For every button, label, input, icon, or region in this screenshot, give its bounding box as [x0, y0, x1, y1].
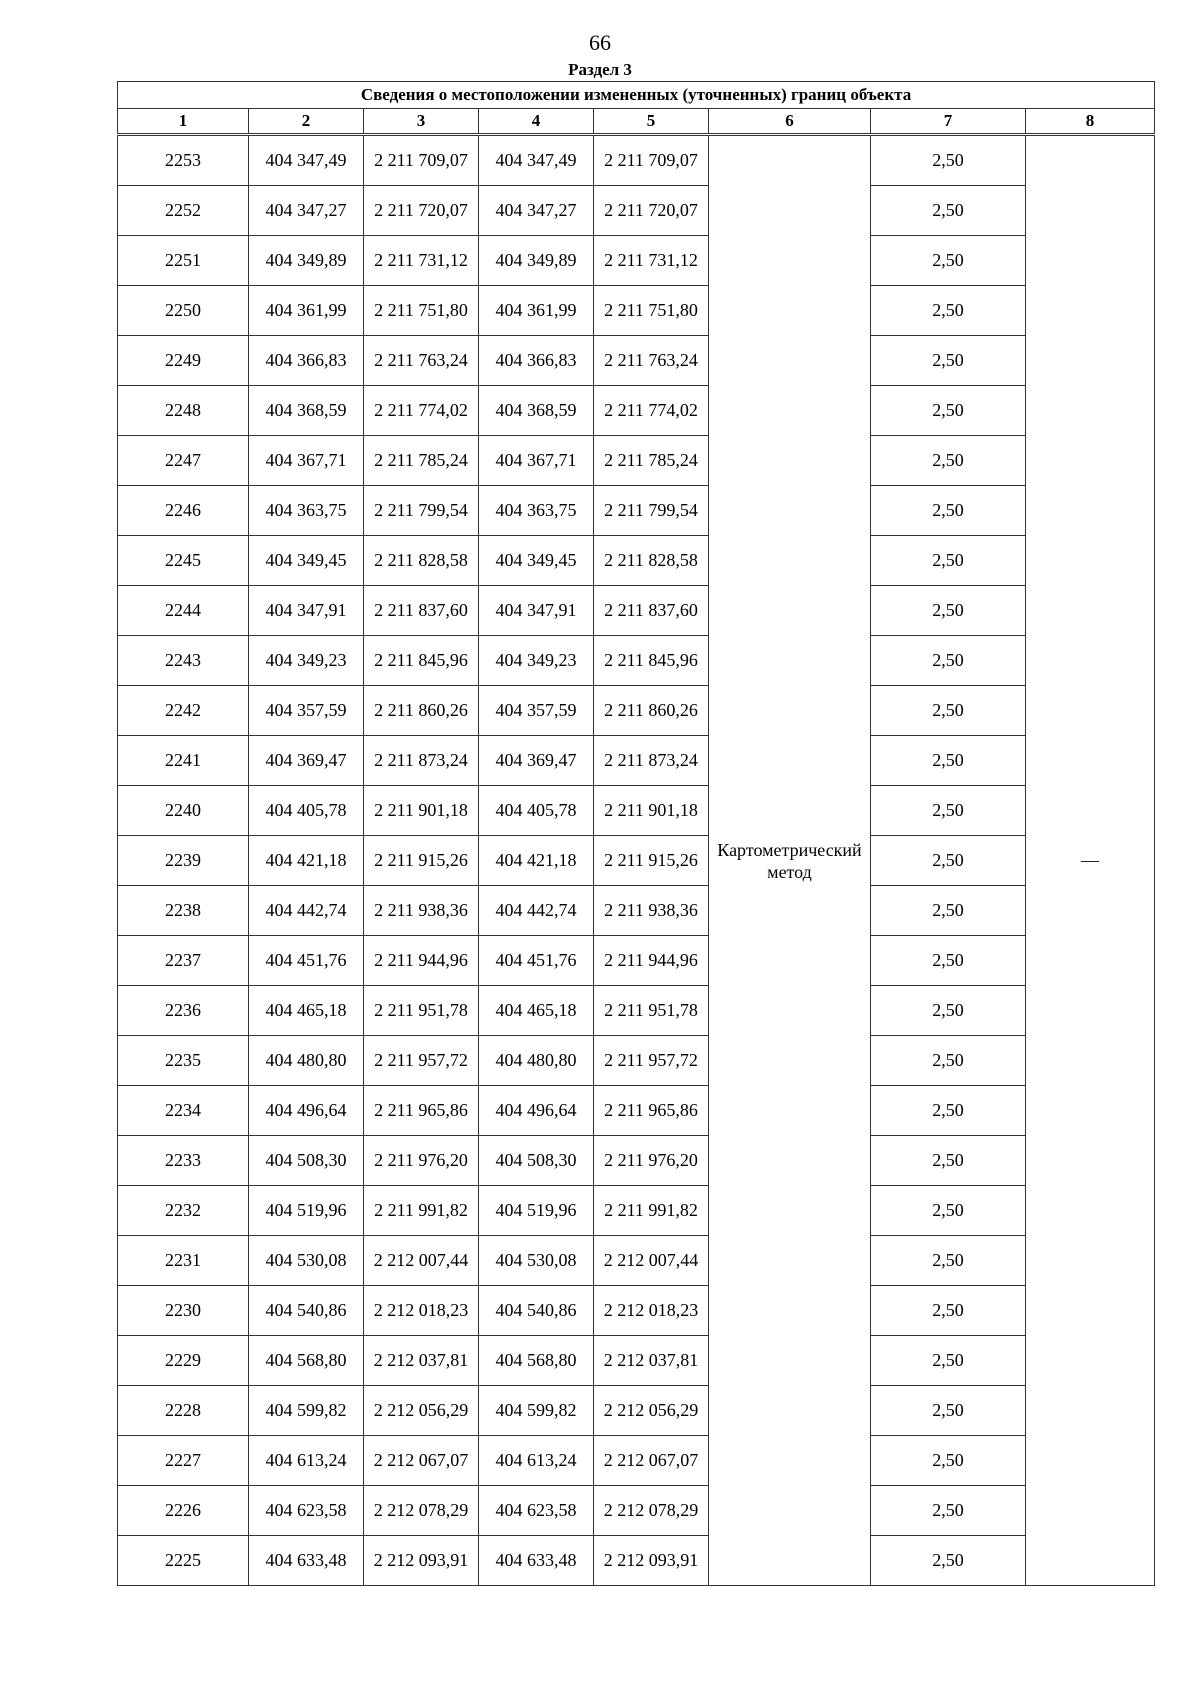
- table-row: [118, 386, 1155, 436]
- point-number-cell: 2228: [118, 1386, 249, 1436]
- column-number-2: 2: [249, 109, 364, 135]
- y-updated-cell: 2 211 837,60: [594, 586, 709, 636]
- x-updated-cell: 404 480,80: [479, 1036, 594, 1086]
- y-existing-cell: 2 212 018,23: [364, 1286, 479, 1336]
- y-updated-cell: 2 211 751,80: [594, 286, 709, 336]
- table-row: [118, 836, 1155, 886]
- x-updated-cell: 404 369,47: [479, 736, 594, 786]
- y-updated-cell: 2 211 709,07: [594, 135, 709, 186]
- y-updated-cell: 2 211 938,36: [594, 886, 709, 936]
- accuracy-cell: 2,50: [871, 1236, 1026, 1286]
- accuracy-cell: 2,50: [871, 1336, 1026, 1386]
- y-existing-cell: 2 211 957,72: [364, 1036, 479, 1086]
- y-existing-cell: 2 211 774,02: [364, 386, 479, 436]
- point-number-cell: 2247: [118, 436, 249, 486]
- accuracy-cell: 2,50: [871, 186, 1026, 236]
- table-row: [118, 886, 1155, 936]
- x-existing-cell: 404 480,80: [249, 1036, 364, 1086]
- y-existing-cell: 2 211 860,26: [364, 686, 479, 736]
- table-row: [118, 536, 1155, 586]
- y-existing-cell: 2 211 731,12: [364, 236, 479, 286]
- accuracy-cell: 2,50: [871, 1536, 1026, 1586]
- x-existing-cell: 404 613,24: [249, 1436, 364, 1486]
- accuracy-cell: 2,50: [871, 986, 1026, 1036]
- table-row: [118, 736, 1155, 786]
- y-existing-cell: 2 211 965,86: [364, 1086, 479, 1136]
- page-number: 66: [589, 30, 611, 55]
- x-existing-cell: 404 530,08: [249, 1236, 364, 1286]
- x-updated-cell: 404 361,99: [479, 286, 594, 336]
- point-number-cell: 2243: [118, 636, 249, 686]
- x-existing-cell: 404 568,80: [249, 1336, 364, 1386]
- x-existing-cell: 404 496,64: [249, 1086, 364, 1136]
- x-updated-cell: 404 633,48: [479, 1536, 594, 1586]
- point-number-cell: 2240: [118, 786, 249, 836]
- y-existing-cell: 2 211 709,07: [364, 135, 479, 186]
- column8-cell: —: [1026, 135, 1155, 1586]
- table-row: [118, 1036, 1155, 1086]
- table-row: [118, 1386, 1155, 1436]
- accuracy-cell: 2,50: [871, 1286, 1026, 1336]
- accuracy-cell: 2,50: [871, 386, 1026, 436]
- point-number-cell: 2242: [118, 686, 249, 736]
- x-updated-cell: 404 349,45: [479, 536, 594, 586]
- point-number-cell: 2229: [118, 1336, 249, 1386]
- point-number-cell: 2239: [118, 836, 249, 886]
- x-existing-cell: 404 369,47: [249, 736, 364, 786]
- x-updated-cell: 404 508,30: [479, 1136, 594, 1186]
- x-existing-cell: 404 366,83: [249, 336, 364, 386]
- x-updated-cell: 404 349,23: [479, 636, 594, 686]
- y-existing-cell: 2 212 067,07: [364, 1436, 479, 1486]
- y-updated-cell: 2 211 731,12: [594, 236, 709, 286]
- y-existing-cell: 2 211 751,80: [364, 286, 479, 336]
- x-existing-cell: 404 357,59: [249, 686, 364, 736]
- x-updated-cell: 404 530,08: [479, 1236, 594, 1286]
- table-row: [118, 486, 1155, 536]
- table-row: [118, 586, 1155, 636]
- x-updated-cell: 404 442,74: [479, 886, 594, 936]
- y-updated-cell: 2 211 873,24: [594, 736, 709, 786]
- table-row: [118, 135, 1155, 186]
- x-existing-cell: 404 442,74: [249, 886, 364, 936]
- point-number-cell: 2252: [118, 186, 249, 236]
- y-existing-cell: 2 211 901,18: [364, 786, 479, 836]
- accuracy-cell: 2,50: [871, 135, 1026, 186]
- point-number-cell: 2250: [118, 286, 249, 336]
- x-updated-cell: 404 568,80: [479, 1336, 594, 1386]
- x-updated-cell: 404 368,59: [479, 386, 594, 436]
- accuracy-cell: 2,50: [871, 236, 1026, 286]
- x-updated-cell: 404 623,58: [479, 1486, 594, 1536]
- x-updated-cell: 404 465,18: [479, 986, 594, 1036]
- point-number-cell: 2251: [118, 236, 249, 286]
- table-row: [118, 436, 1155, 486]
- y-updated-cell: 2 212 018,23: [594, 1286, 709, 1336]
- accuracy-cell: 2,50: [871, 486, 1026, 536]
- y-existing-cell: 2 211 799,54: [364, 486, 479, 536]
- x-existing-cell: 404 367,71: [249, 436, 364, 486]
- x-existing-cell: 404 623,58: [249, 1486, 364, 1536]
- y-updated-cell: 2 211 828,58: [594, 536, 709, 586]
- y-existing-cell: 2 211 720,07: [364, 186, 479, 236]
- y-updated-cell: 2 212 078,29: [594, 1486, 709, 1536]
- x-updated-cell: 404 421,18: [479, 836, 594, 886]
- x-updated-cell: 404 540,86: [479, 1286, 594, 1336]
- y-updated-cell: 2 212 007,44: [594, 1236, 709, 1286]
- table-row: [118, 1486, 1155, 1536]
- x-existing-cell: 404 361,99: [249, 286, 364, 336]
- accuracy-cell: 2,50: [871, 336, 1026, 386]
- point-number-cell: 2238: [118, 886, 249, 936]
- y-updated-cell: 2 211 774,02: [594, 386, 709, 436]
- x-existing-cell: 404 368,59: [249, 386, 364, 436]
- column-number-1: 1: [118, 109, 249, 135]
- y-updated-cell: 2 211 991,82: [594, 1186, 709, 1236]
- y-existing-cell: 2 211 944,96: [364, 936, 479, 986]
- y-existing-cell: 2 211 915,26: [364, 836, 479, 886]
- y-existing-cell: 2 211 837,60: [364, 586, 479, 636]
- point-number-cell: 2234: [118, 1086, 249, 1136]
- y-existing-cell: 2 211 785,24: [364, 436, 479, 486]
- y-existing-cell: 2 212 093,91: [364, 1536, 479, 1586]
- y-existing-cell: 2 212 037,81: [364, 1336, 479, 1386]
- y-existing-cell: 2 211 991,82: [364, 1186, 479, 1236]
- y-updated-cell: 2 211 785,24: [594, 436, 709, 486]
- accuracy-cell: 2,50: [871, 286, 1026, 336]
- accuracy-cell: 2,50: [871, 786, 1026, 836]
- table-row: [118, 986, 1155, 1036]
- x-updated-cell: 404 347,49: [479, 135, 594, 186]
- column-number-8: 8: [1026, 109, 1155, 135]
- x-updated-cell: 404 366,83: [479, 336, 594, 386]
- table-row: [118, 1236, 1155, 1286]
- y-updated-cell: 2 211 720,07: [594, 186, 709, 236]
- x-updated-cell: 404 367,71: [479, 436, 594, 486]
- accuracy-cell: 2,50: [871, 536, 1026, 586]
- accuracy-cell: 2,50: [871, 436, 1026, 486]
- y-updated-cell: 2 211 901,18: [594, 786, 709, 836]
- accuracy-cell: 2,50: [871, 686, 1026, 736]
- point-number-cell: 2227: [118, 1436, 249, 1486]
- y-existing-cell: 2 211 763,24: [364, 336, 479, 386]
- table-body: [118, 135, 1155, 1586]
- x-updated-cell: 404 349,89: [479, 236, 594, 286]
- accuracy-cell: 2,50: [871, 836, 1026, 886]
- column-number-7: 7: [871, 109, 1026, 135]
- table-row: [118, 336, 1155, 386]
- y-updated-cell: 2 211 957,72: [594, 1036, 709, 1086]
- y-updated-cell: 2 212 037,81: [594, 1336, 709, 1386]
- x-existing-cell: 404 508,30: [249, 1136, 364, 1186]
- y-updated-cell: 2 211 860,26: [594, 686, 709, 736]
- point-number-cell: 2237: [118, 936, 249, 986]
- accuracy-cell: 2,50: [871, 936, 1026, 986]
- y-existing-cell: 2 211 845,96: [364, 636, 479, 686]
- x-updated-cell: 404 347,91: [479, 586, 594, 636]
- point-number-cell: 2245: [118, 536, 249, 586]
- y-updated-cell: 2 211 944,96: [594, 936, 709, 986]
- y-updated-cell: 2 212 056,29: [594, 1386, 709, 1436]
- x-updated-cell: 404 613,24: [479, 1436, 594, 1486]
- point-number-cell: 2231: [118, 1236, 249, 1286]
- point-number-cell: 2233: [118, 1136, 249, 1186]
- section-title: Раздел 3: [568, 60, 632, 79]
- x-existing-cell: 404 349,89: [249, 236, 364, 286]
- x-updated-cell: 404 496,64: [479, 1086, 594, 1136]
- y-existing-cell: 2 212 056,29: [364, 1386, 479, 1436]
- point-number-cell: 2232: [118, 1186, 249, 1236]
- table-row: [118, 1286, 1155, 1336]
- column-number-5: 5: [594, 109, 709, 135]
- table-row: [118, 1336, 1155, 1386]
- table-row: [118, 286, 1155, 336]
- column-number-3: 3: [364, 109, 479, 135]
- accuracy-cell: 2,50: [871, 1486, 1026, 1536]
- accuracy-cell: 2,50: [871, 1186, 1026, 1236]
- y-updated-cell: 2 212 093,91: [594, 1536, 709, 1586]
- x-existing-cell: 404 599,82: [249, 1386, 364, 1436]
- table-row: [118, 686, 1155, 736]
- y-existing-cell: 2 211 951,78: [364, 986, 479, 1036]
- x-existing-cell: 404 347,27: [249, 186, 364, 236]
- point-number-cell: 2241: [118, 736, 249, 786]
- x-updated-cell: 404 347,27: [479, 186, 594, 236]
- point-number-cell: 2230: [118, 1286, 249, 1336]
- x-updated-cell: 404 451,76: [479, 936, 594, 986]
- point-number-cell: 2249: [118, 336, 249, 386]
- column-number-4: 4: [479, 109, 594, 135]
- y-updated-cell: 2 212 067,07: [594, 1436, 709, 1486]
- accuracy-cell: 2,50: [871, 1086, 1026, 1136]
- x-existing-cell: 404 633,48: [249, 1536, 364, 1586]
- y-existing-cell: 2 212 078,29: [364, 1486, 479, 1536]
- y-existing-cell: 2 211 976,20: [364, 1136, 479, 1186]
- point-number-cell: 2248: [118, 386, 249, 436]
- table-row: [118, 1436, 1155, 1486]
- y-updated-cell: 2 211 799,54: [594, 486, 709, 536]
- x-updated-cell: 404 363,75: [479, 486, 594, 536]
- x-existing-cell: 404 349,23: [249, 636, 364, 686]
- y-updated-cell: 2 211 845,96: [594, 636, 709, 686]
- y-updated-cell: 2 211 976,20: [594, 1136, 709, 1186]
- point-number-cell: 2253: [118, 135, 249, 186]
- y-updated-cell: 2 211 965,86: [594, 1086, 709, 1136]
- accuracy-cell: 2,50: [871, 1136, 1026, 1186]
- x-existing-cell: 404 519,96: [249, 1186, 364, 1236]
- y-updated-cell: 2 211 763,24: [594, 336, 709, 386]
- x-existing-cell: 404 405,78: [249, 786, 364, 836]
- y-existing-cell: 2 211 828,58: [364, 536, 479, 586]
- point-number-cell: 2246: [118, 486, 249, 536]
- y-existing-cell: 2 211 873,24: [364, 736, 479, 786]
- x-existing-cell: 404 363,75: [249, 486, 364, 536]
- point-number-cell: 2236: [118, 986, 249, 1036]
- x-existing-cell: 404 540,86: [249, 1286, 364, 1336]
- point-number-cell: 2225: [118, 1536, 249, 1586]
- table-row: [118, 1136, 1155, 1186]
- accuracy-cell: 2,50: [871, 1436, 1026, 1486]
- point-number-cell: 2235: [118, 1036, 249, 1086]
- x-existing-cell: 404 349,45: [249, 536, 364, 586]
- x-updated-cell: 404 519,96: [479, 1186, 594, 1236]
- table-row: [118, 936, 1155, 986]
- boundary-coordinates-table: [117, 81, 1155, 1586]
- table-row: [118, 186, 1155, 236]
- accuracy-cell: 2,50: [871, 886, 1026, 936]
- method-cell: Картометрический метод: [709, 135, 871, 1586]
- accuracy-cell: 2,50: [871, 586, 1026, 636]
- column-number-6: 6: [709, 109, 871, 135]
- accuracy-cell: 2,50: [871, 636, 1026, 686]
- point-number-cell: 2244: [118, 586, 249, 636]
- accuracy-cell: 2,50: [871, 1386, 1026, 1436]
- y-updated-cell: 2 211 915,26: [594, 836, 709, 886]
- y-existing-cell: 2 211 938,36: [364, 886, 479, 936]
- table-row: [118, 236, 1155, 286]
- x-existing-cell: 404 347,91: [249, 586, 364, 636]
- table-row: [118, 786, 1155, 836]
- x-existing-cell: 404 421,18: [249, 836, 364, 886]
- table-row: [118, 1186, 1155, 1236]
- table-row: [118, 1536, 1155, 1586]
- x-updated-cell: 404 405,78: [479, 786, 594, 836]
- table-row: [118, 636, 1155, 686]
- y-updated-cell: 2 211 951,78: [594, 986, 709, 1036]
- x-existing-cell: 404 451,76: [249, 936, 364, 986]
- x-existing-cell: 404 465,18: [249, 986, 364, 1036]
- x-existing-cell: 404 347,49: [249, 135, 364, 186]
- x-updated-cell: 404 357,59: [479, 686, 594, 736]
- accuracy-cell: 2,50: [871, 736, 1026, 786]
- accuracy-cell: 2,50: [871, 1036, 1026, 1086]
- point-number-cell: 2226: [118, 1486, 249, 1536]
- y-existing-cell: 2 212 007,44: [364, 1236, 479, 1286]
- x-updated-cell: 404 599,82: [479, 1386, 594, 1436]
- table-row: [118, 1086, 1155, 1136]
- table-caption: Сведения о местоположении измененных (уточненных) границ объекта: [118, 82, 1155, 109]
